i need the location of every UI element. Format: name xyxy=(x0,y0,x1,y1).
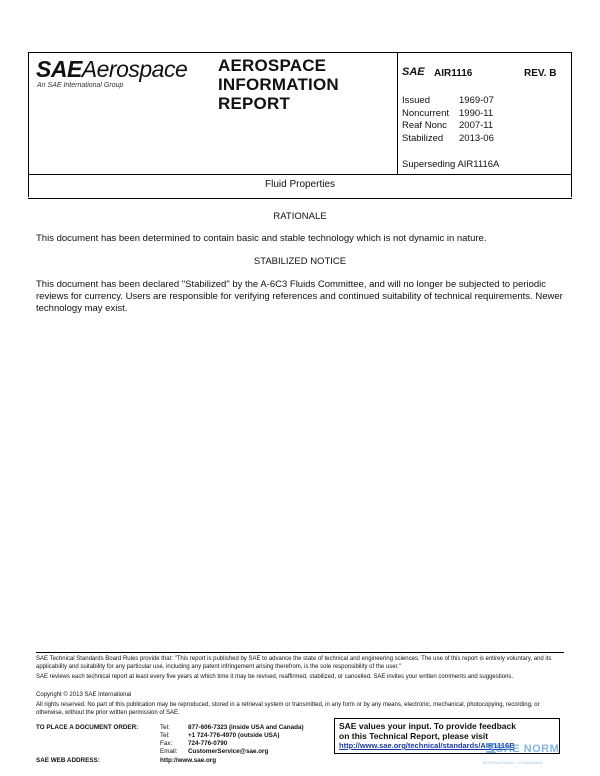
header-divider xyxy=(28,174,572,175)
logo-brand-rest: Aerospace xyxy=(81,56,188,82)
document-title: Fluid Properties xyxy=(264,179,336,190)
stabilized-notice-text: This document has been declared "Stabilized" by the A-6C3 Fluids Committee, and will no longer be subjected to periodic reviews for currency. Users are responsible for verifying references and continued suitability of technical requirements. Newer technology may exist. xyxy=(36,279,563,314)
document-number: AIR1116 xyxy=(434,68,473,79)
contact-label: Email: xyxy=(160,748,178,755)
report-type-line2: INFORMATION xyxy=(218,75,339,94)
watermark-logo-icon xyxy=(484,742,496,754)
contact-label: Tel: xyxy=(160,724,170,731)
date-value: 1990-11 xyxy=(459,107,494,119)
contact-phone-us: 877-606-7323 (inside USA and Canada) xyxy=(188,724,304,731)
web-address-label: SAE WEB ADDRESS: xyxy=(36,757,100,764)
stabilized-notice-heading: STABILIZED NOTICE xyxy=(253,256,347,267)
date-label: Stabilized xyxy=(402,132,444,144)
rationale-heading: RATIONALE xyxy=(273,211,327,222)
footer-policy-statement: SAE Technical Standards Board Rules provide that: "This report is published by SAE to advance the state of technical and engineering sciences. The use of this report is entirely voluntary, and its applicability and suitability for any particular use, including any patent infringement arising therefrom, is the sole responsibility of the user." xyxy=(36,656,552,670)
date-row xyxy=(402,108,494,121)
date-row xyxy=(402,120,494,133)
superseding-note: Superseding AIR1116A xyxy=(402,159,500,170)
date-value: 2007-11 xyxy=(459,120,494,131)
logo-brand-bold: SAE xyxy=(36,56,82,82)
footer-review-statement: SAE reviews each technical report at least every five years at which time it may be revised, reaffirmed, stabilized, or cancelled. SAE invites your written comments and suggestions. xyxy=(36,674,514,680)
footer-copyright: Copyright © 2013 SAE International xyxy=(36,692,132,698)
date-row xyxy=(402,95,494,108)
rationale-text: This document has been determined to contain basic and stable technology which is not dynamic in nature. xyxy=(36,233,487,244)
logo-tagline: An SAE International Group xyxy=(37,82,124,89)
contact-values xyxy=(188,724,304,756)
contact-fax: 724-776-0790 xyxy=(188,740,228,747)
contact-label: Fax: xyxy=(160,740,173,747)
order-label: TO PLACE A DOCUMENT ORDER: xyxy=(36,724,139,731)
web-address-link[interactable]: http://www.sae.org xyxy=(160,757,217,764)
date-row xyxy=(402,133,494,146)
contact-labels xyxy=(160,724,178,756)
date-value: 1969-07 xyxy=(459,95,494,106)
feedback-link[interactable]: http://www.sae.org/technical/standards/AIR1116B xyxy=(339,741,515,750)
sae-aerospace-logo xyxy=(36,57,187,89)
date-value: 2013-06 xyxy=(459,132,494,144)
feedback-line: SAE values your input. To provide feedback xyxy=(339,721,516,731)
footer-rights: All rights reserved. No part of this publication may be reproduced, stored in a retrieval system or transmitted, in any form or by any means, electronic, mechanical, photocopying, recording, or otherwise, without the prior written permission of SAE. xyxy=(36,702,540,716)
sae-org-mark: SAE xyxy=(402,66,425,78)
watermark-text: SAE NORM xyxy=(496,743,560,755)
date-label: Issued xyxy=(402,95,430,106)
contact-email[interactable]: CustomerService@sae.org xyxy=(188,748,269,755)
date-label: Noncurrent xyxy=(402,107,449,119)
date-label: Reaf Nonc xyxy=(402,120,447,131)
header-divider-vertical xyxy=(397,52,398,174)
watermark-subtext: INTERNATIONAL • STANDARDS xyxy=(483,760,543,765)
report-type-title xyxy=(218,56,339,113)
revision-label: REV. B xyxy=(524,68,557,79)
report-type-line3: REPORT xyxy=(218,94,291,113)
contact-label: Tel: xyxy=(160,732,170,739)
document-dates xyxy=(402,95,494,145)
report-type-line1: AEROSPACE xyxy=(218,56,327,75)
footer-rule xyxy=(36,652,564,653)
contact-phone-intl: +1 724-776-4970 (outside USA) xyxy=(188,732,280,739)
feedback-line: on this Technical Report, please visit xyxy=(339,731,489,741)
